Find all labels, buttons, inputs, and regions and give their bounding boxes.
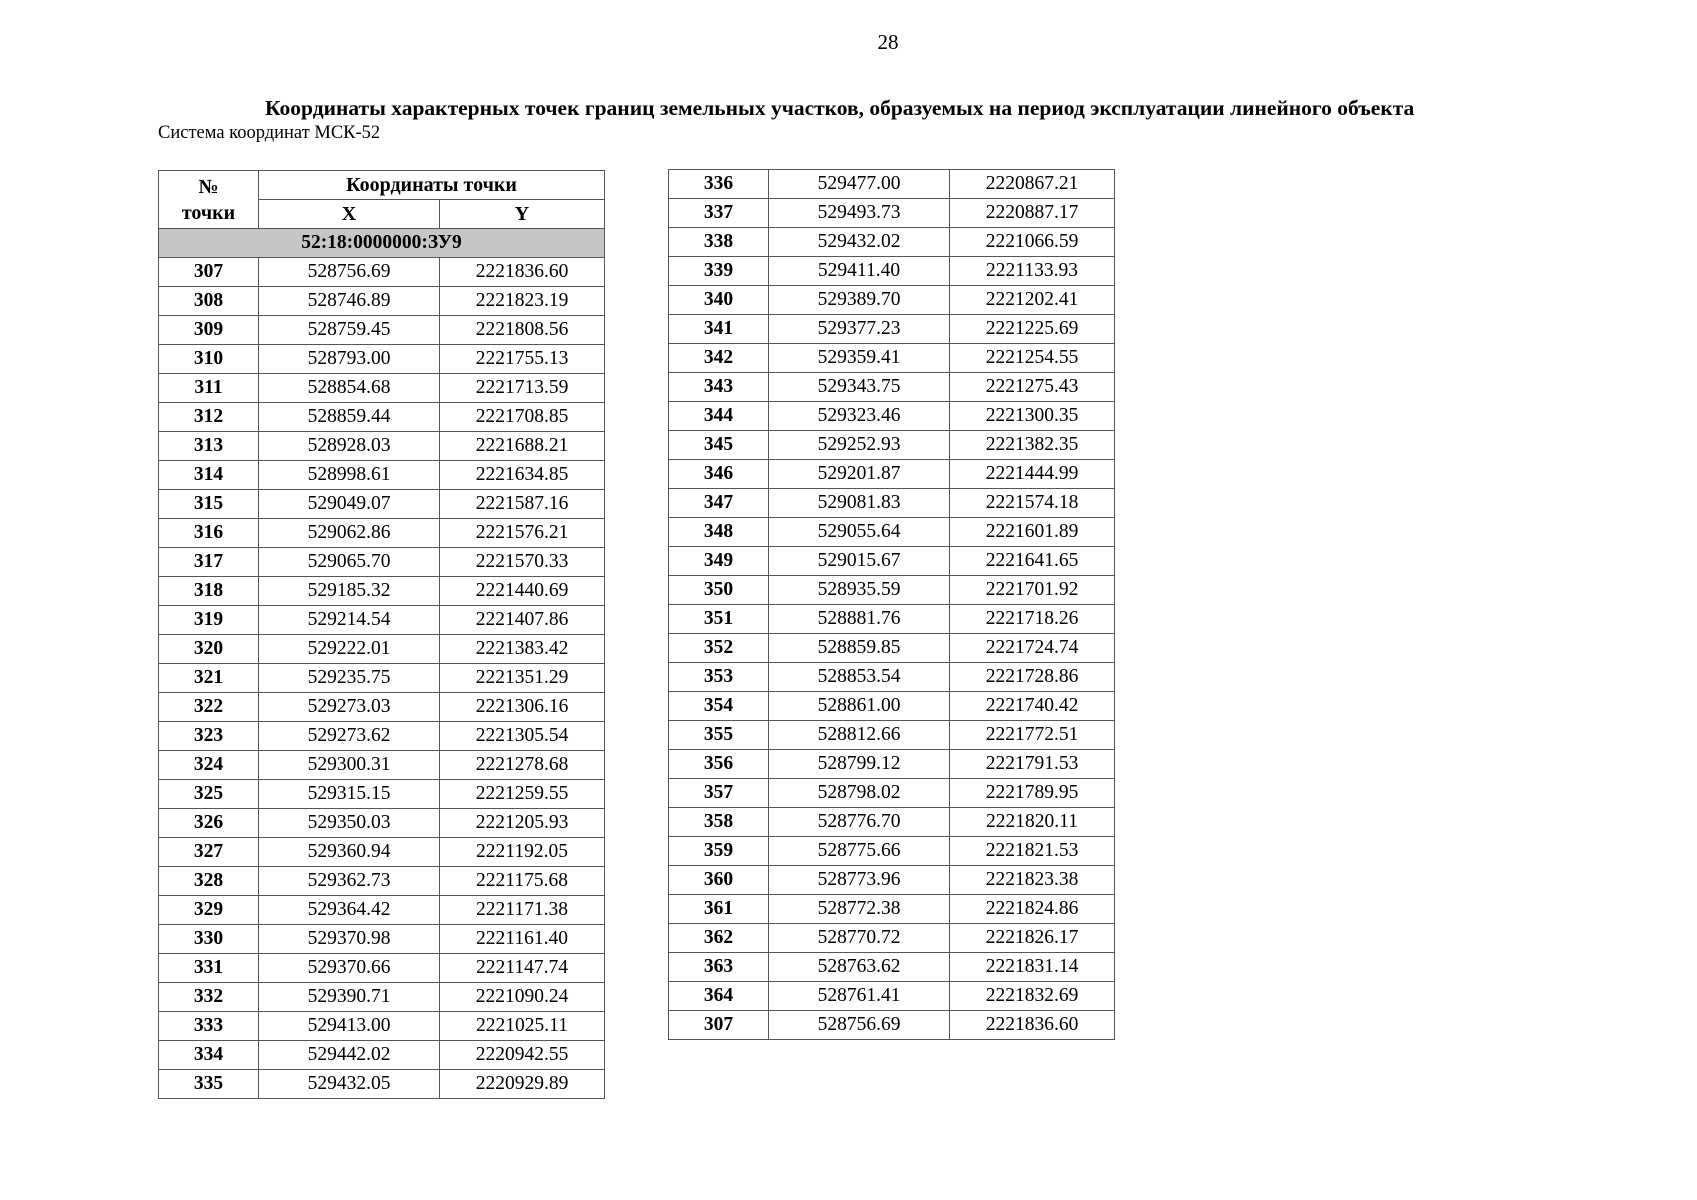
point-number-cell: 357 [669, 779, 769, 808]
y-coordinate-cell: 2221634.85 [440, 461, 605, 490]
table-row [669, 953, 1115, 982]
point-number-cell: 328 [159, 867, 259, 896]
table-row [159, 432, 605, 461]
table-row [669, 692, 1115, 721]
point-number-cell: 330 [159, 925, 259, 954]
x-coordinate-cell: 529252.93 [769, 431, 950, 460]
y-coordinate-cell: 2221820.11 [950, 808, 1115, 837]
y-coordinate-cell: 2221407.86 [440, 606, 605, 635]
table-row [669, 518, 1115, 547]
table-row [159, 490, 605, 519]
x-coordinate-cell: 528798.02 [769, 779, 950, 808]
point-number-cell: 340 [669, 286, 769, 315]
point-number-cell: 331 [159, 954, 259, 983]
y-coordinate-cell: 2220942.55 [440, 1041, 605, 1070]
point-number-cell: 361 [669, 895, 769, 924]
x-coordinate-cell: 529370.98 [259, 925, 440, 954]
x-coordinate-cell: 529477.00 [769, 170, 950, 199]
y-coordinate-cell: 2220929.89 [440, 1070, 605, 1099]
x-coordinate-cell: 529222.01 [259, 635, 440, 664]
table-row [159, 287, 605, 316]
x-coordinate-cell: 528861.00 [769, 692, 950, 721]
x-coordinate-cell: 528881.76 [769, 605, 950, 634]
point-number-cell: 350 [669, 576, 769, 605]
table-row [159, 519, 605, 548]
y-coordinate-cell: 2221688.21 [440, 432, 605, 461]
point-number-cell: 354 [669, 692, 769, 721]
x-coordinate-cell: 529214.54 [259, 606, 440, 635]
table-row [669, 257, 1115, 286]
table-row [159, 461, 605, 490]
table-row [669, 489, 1115, 518]
table-row [669, 663, 1115, 692]
y-coordinate-cell: 2221202.41 [950, 286, 1115, 315]
x-coordinate-cell: 529062.86 [259, 519, 440, 548]
point-number-cell: 321 [159, 664, 259, 693]
table-row [159, 1070, 605, 1099]
point-number-cell: 364 [669, 982, 769, 1011]
point-number-cell: 358 [669, 808, 769, 837]
point-number-cell: 345 [669, 431, 769, 460]
table-row [159, 345, 605, 374]
table-row [159, 548, 605, 577]
table-row [669, 286, 1115, 315]
x-coordinate-cell: 528746.89 [259, 287, 440, 316]
table-row [669, 228, 1115, 257]
y-coordinate-cell: 2221382.35 [950, 431, 1115, 460]
table-row [669, 199, 1115, 228]
table-row [159, 751, 605, 780]
table-row [669, 1011, 1115, 1040]
table-row [669, 866, 1115, 895]
table-row [669, 605, 1115, 634]
table-row [159, 780, 605, 809]
point-number-cell: 313 [159, 432, 259, 461]
y-coordinate-cell: 2221066.59 [950, 228, 1115, 257]
x-coordinate-cell: 528770.72 [769, 924, 950, 953]
table-row [159, 867, 605, 896]
y-coordinate-cell: 2221718.26 [950, 605, 1115, 634]
x-coordinate-cell: 528812.66 [769, 721, 950, 750]
point-number-cell: 338 [669, 228, 769, 257]
point-number-cell: 307 [669, 1011, 769, 1040]
x-coordinate-cell: 528853.54 [769, 663, 950, 692]
y-coordinate-cell: 2221278.68 [440, 751, 605, 780]
x-coordinate-cell: 529273.62 [259, 722, 440, 751]
point-number-cell: 315 [159, 490, 259, 519]
point-number-cell: 317 [159, 548, 259, 577]
table-row [159, 1041, 605, 1070]
y-coordinate-cell: 2221225.69 [950, 315, 1115, 344]
point-number-cell: 307 [159, 258, 259, 287]
x-coordinate-cell: 529364.42 [259, 896, 440, 925]
table-row [669, 808, 1115, 837]
y-coordinate-cell: 2221440.69 [440, 577, 605, 606]
x-coordinate-cell: 529411.40 [769, 257, 950, 286]
point-number-cell: 324 [159, 751, 259, 780]
point-number-cell: 348 [669, 518, 769, 547]
point-number-cell: 314 [159, 461, 259, 490]
x-coordinate-cell: 529323.46 [769, 402, 950, 431]
point-number-cell: 334 [159, 1041, 259, 1070]
y-coordinate-cell: 2221824.86 [950, 895, 1115, 924]
y-coordinate-cell: 2221383.42 [440, 635, 605, 664]
table-row [669, 576, 1115, 605]
table-row [159, 403, 605, 432]
point-number-cell: 344 [669, 402, 769, 431]
y-coordinate-cell: 2221789.95 [950, 779, 1115, 808]
y-coordinate-cell: 2221147.74 [440, 954, 605, 983]
point-number-cell: 333 [159, 1012, 259, 1041]
table-row [159, 896, 605, 925]
y-coordinate-cell: 2221808.56 [440, 316, 605, 345]
table-row [159, 635, 605, 664]
table-row [159, 722, 605, 751]
point-number-cell: 343 [669, 373, 769, 402]
point-number-cell: 311 [159, 374, 259, 403]
x-coordinate-cell: 528756.69 [769, 1011, 950, 1040]
header-point-number [159, 171, 259, 229]
point-number-cell: 327 [159, 838, 259, 867]
table-row [669, 982, 1115, 1011]
table-row [669, 431, 1115, 460]
y-coordinate-cell: 2221171.38 [440, 896, 605, 925]
point-number-cell: 320 [159, 635, 259, 664]
point-number-cell: 346 [669, 460, 769, 489]
y-coordinate-cell: 2221832.69 [950, 982, 1115, 1011]
y-coordinate-cell: 2221836.60 [950, 1011, 1115, 1040]
x-coordinate-cell: 528773.96 [769, 866, 950, 895]
point-number-cell: 318 [159, 577, 259, 606]
y-coordinate-cell: 2221025.11 [440, 1012, 605, 1041]
table-row [159, 983, 605, 1012]
point-number-cell: 332 [159, 983, 259, 1012]
y-coordinate-cell: 2221300.35 [950, 402, 1115, 431]
y-coordinate-cell: 2221831.14 [950, 953, 1115, 982]
y-coordinate-cell: 2221724.74 [950, 634, 1115, 663]
table-row [159, 374, 605, 403]
point-number-cell: 323 [159, 722, 259, 751]
table-row [159, 606, 605, 635]
table-row [159, 925, 605, 954]
table-row [669, 373, 1115, 402]
x-coordinate-cell: 529185.32 [259, 577, 440, 606]
header-y: Y [440, 200, 605, 229]
x-coordinate-cell: 529350.03 [259, 809, 440, 838]
point-number-cell: 316 [159, 519, 259, 548]
table-row [669, 750, 1115, 779]
y-coordinate-cell: 2221570.33 [440, 548, 605, 577]
y-coordinate-cell: 2221728.86 [950, 663, 1115, 692]
x-coordinate-cell: 529300.31 [259, 751, 440, 780]
y-coordinate-cell: 2221090.24 [440, 983, 605, 1012]
x-coordinate-cell: 529235.75 [259, 664, 440, 693]
table-row [159, 954, 605, 983]
x-coordinate-cell: 529201.87 [769, 460, 950, 489]
header-point-number-line2: точки [181, 201, 236, 224]
y-coordinate-cell: 2221161.40 [440, 925, 605, 954]
table-row [159, 809, 605, 838]
y-coordinate-cell: 2221823.38 [950, 866, 1115, 895]
point-number-cell: 310 [159, 345, 259, 374]
point-number-cell: 353 [669, 663, 769, 692]
x-coordinate-cell: 529015.67 [769, 547, 950, 576]
y-coordinate-cell: 2221574.18 [950, 489, 1115, 518]
x-coordinate-cell: 528775.66 [769, 837, 950, 866]
table-body-left [159, 258, 605, 1099]
x-coordinate-cell: 528759.45 [259, 316, 440, 345]
point-number-cell: 335 [159, 1070, 259, 1099]
x-coordinate-cell: 528859.44 [259, 403, 440, 432]
table-row [669, 460, 1115, 489]
x-coordinate-cell: 529055.64 [769, 518, 950, 547]
y-coordinate-cell: 2221713.59 [440, 374, 605, 403]
point-number-cell: 363 [669, 953, 769, 982]
y-coordinate-cell: 2221305.54 [440, 722, 605, 751]
x-coordinate-cell: 528998.61 [259, 461, 440, 490]
point-number-cell: 339 [669, 257, 769, 286]
x-coordinate-cell: 528928.03 [259, 432, 440, 461]
y-coordinate-cell: 2221444.99 [950, 460, 1115, 489]
table-row [159, 838, 605, 867]
point-number-cell: 347 [669, 489, 769, 518]
x-coordinate-cell: 528776.70 [769, 808, 950, 837]
x-coordinate-cell: 528799.12 [769, 750, 950, 779]
y-coordinate-cell: 2221351.29 [440, 664, 605, 693]
point-number-cell: 309 [159, 316, 259, 345]
y-coordinate-cell: 2221821.53 [950, 837, 1115, 866]
point-number-cell: 329 [159, 896, 259, 925]
point-number-cell: 362 [669, 924, 769, 953]
point-number-cell: 351 [669, 605, 769, 634]
x-coordinate-cell: 529359.41 [769, 344, 950, 373]
x-coordinate-cell: 529377.23 [769, 315, 950, 344]
coordinate-system-label: Система координат МСК-52 [158, 123, 381, 143]
x-coordinate-cell: 528761.41 [769, 982, 950, 1011]
point-number-cell: 322 [159, 693, 259, 722]
x-coordinate-cell: 529362.73 [259, 867, 440, 896]
table-row [669, 924, 1115, 953]
y-coordinate-cell: 2221133.93 [950, 257, 1115, 286]
y-coordinate-cell: 2221791.53 [950, 750, 1115, 779]
x-coordinate-cell: 529343.75 [769, 373, 950, 402]
x-coordinate-cell: 528756.69 [259, 258, 440, 287]
table-row [669, 170, 1115, 199]
table-row [159, 577, 605, 606]
y-coordinate-cell: 2220867.21 [950, 170, 1115, 199]
document-title: Координаты характерных точек границ земельных участков, образуемых на период эксплуатации линейного объекта [265, 96, 1415, 120]
table-row [669, 895, 1115, 924]
x-coordinate-cell: 529442.02 [259, 1041, 440, 1070]
table-row [159, 316, 605, 345]
x-coordinate-cell: 529273.03 [259, 693, 440, 722]
y-coordinate-cell: 2221740.42 [950, 692, 1115, 721]
x-coordinate-cell: 529370.66 [259, 954, 440, 983]
point-number-cell: 360 [669, 866, 769, 895]
table-row [669, 721, 1115, 750]
x-coordinate-cell: 529390.71 [259, 983, 440, 1012]
x-coordinate-cell: 529389.70 [769, 286, 950, 315]
header-point-number-line1: № [198, 175, 219, 198]
point-number-cell: 352 [669, 634, 769, 663]
x-coordinate-cell: 528859.85 [769, 634, 950, 663]
y-coordinate-cell: 2221576.21 [440, 519, 605, 548]
x-coordinate-cell: 529432.02 [769, 228, 950, 257]
x-coordinate-cell: 528772.38 [769, 895, 950, 924]
x-coordinate-cell: 528763.62 [769, 953, 950, 982]
table-row [669, 402, 1115, 431]
x-coordinate-cell: 528793.00 [259, 345, 440, 374]
table-row [669, 547, 1115, 576]
table-row [669, 315, 1115, 344]
x-coordinate-cell: 529065.70 [259, 548, 440, 577]
x-coordinate-cell: 529432.05 [259, 1070, 440, 1099]
x-coordinate-cell: 529049.07 [259, 490, 440, 519]
point-number-cell: 325 [159, 780, 259, 809]
table-row [159, 1012, 605, 1041]
point-number-cell: 308 [159, 287, 259, 316]
point-number-cell: 355 [669, 721, 769, 750]
point-number-cell: 336 [669, 170, 769, 199]
x-coordinate-cell: 529413.00 [259, 1012, 440, 1041]
y-coordinate-cell: 2221306.16 [440, 693, 605, 722]
table-row [669, 344, 1115, 373]
y-coordinate-cell: 2221755.13 [440, 345, 605, 374]
table-row [669, 837, 1115, 866]
header-x: X [259, 200, 440, 229]
y-coordinate-cell: 2221708.85 [440, 403, 605, 432]
point-number-cell: 356 [669, 750, 769, 779]
y-coordinate-cell: 2221701.92 [950, 576, 1115, 605]
y-coordinate-cell: 2221259.55 [440, 780, 605, 809]
point-number-cell: 359 [669, 837, 769, 866]
y-coordinate-cell: 2221836.60 [440, 258, 605, 287]
parcel-cadastral-label: 52:18:0000000:ЗУ9 [159, 229, 605, 258]
coordinates-table-left [158, 170, 605, 1099]
y-coordinate-cell: 2221275.43 [950, 373, 1115, 402]
y-coordinate-cell: 2220887.17 [950, 199, 1115, 228]
y-coordinate-cell: 2221823.19 [440, 287, 605, 316]
table-row [159, 664, 605, 693]
page-number: 28 [877, 30, 899, 54]
point-number-cell: 349 [669, 547, 769, 576]
y-coordinate-cell: 2221192.05 [440, 838, 605, 867]
x-coordinate-cell: 528854.68 [259, 374, 440, 403]
y-coordinate-cell: 2221601.89 [950, 518, 1115, 547]
y-coordinate-cell: 2221254.55 [950, 344, 1115, 373]
point-number-cell: 341 [669, 315, 769, 344]
y-coordinate-cell: 2221175.68 [440, 867, 605, 896]
x-coordinate-cell: 529315.15 [259, 780, 440, 809]
header-coordinates: Координаты точки [259, 171, 605, 200]
y-coordinate-cell: 2221587.16 [440, 490, 605, 519]
table-row [159, 258, 605, 287]
coordinates-table-right [668, 169, 1115, 1040]
point-number-cell: 342 [669, 344, 769, 373]
point-number-cell: 326 [159, 809, 259, 838]
y-coordinate-cell: 2221641.65 [950, 547, 1115, 576]
table-row [669, 634, 1115, 663]
table-row [159, 693, 605, 722]
table-row [669, 779, 1115, 808]
y-coordinate-cell: 2221205.93 [440, 809, 605, 838]
y-coordinate-cell: 2221826.17 [950, 924, 1115, 953]
x-coordinate-cell: 529493.73 [769, 199, 950, 228]
point-number-cell: 312 [159, 403, 259, 432]
x-coordinate-cell: 529081.83 [769, 489, 950, 518]
y-coordinate-cell: 2221772.51 [950, 721, 1115, 750]
x-coordinate-cell: 528935.59 [769, 576, 950, 605]
x-coordinate-cell: 529360.94 [259, 838, 440, 867]
point-number-cell: 319 [159, 606, 259, 635]
table-body-right [669, 170, 1115, 1040]
point-number-cell: 337 [669, 199, 769, 228]
